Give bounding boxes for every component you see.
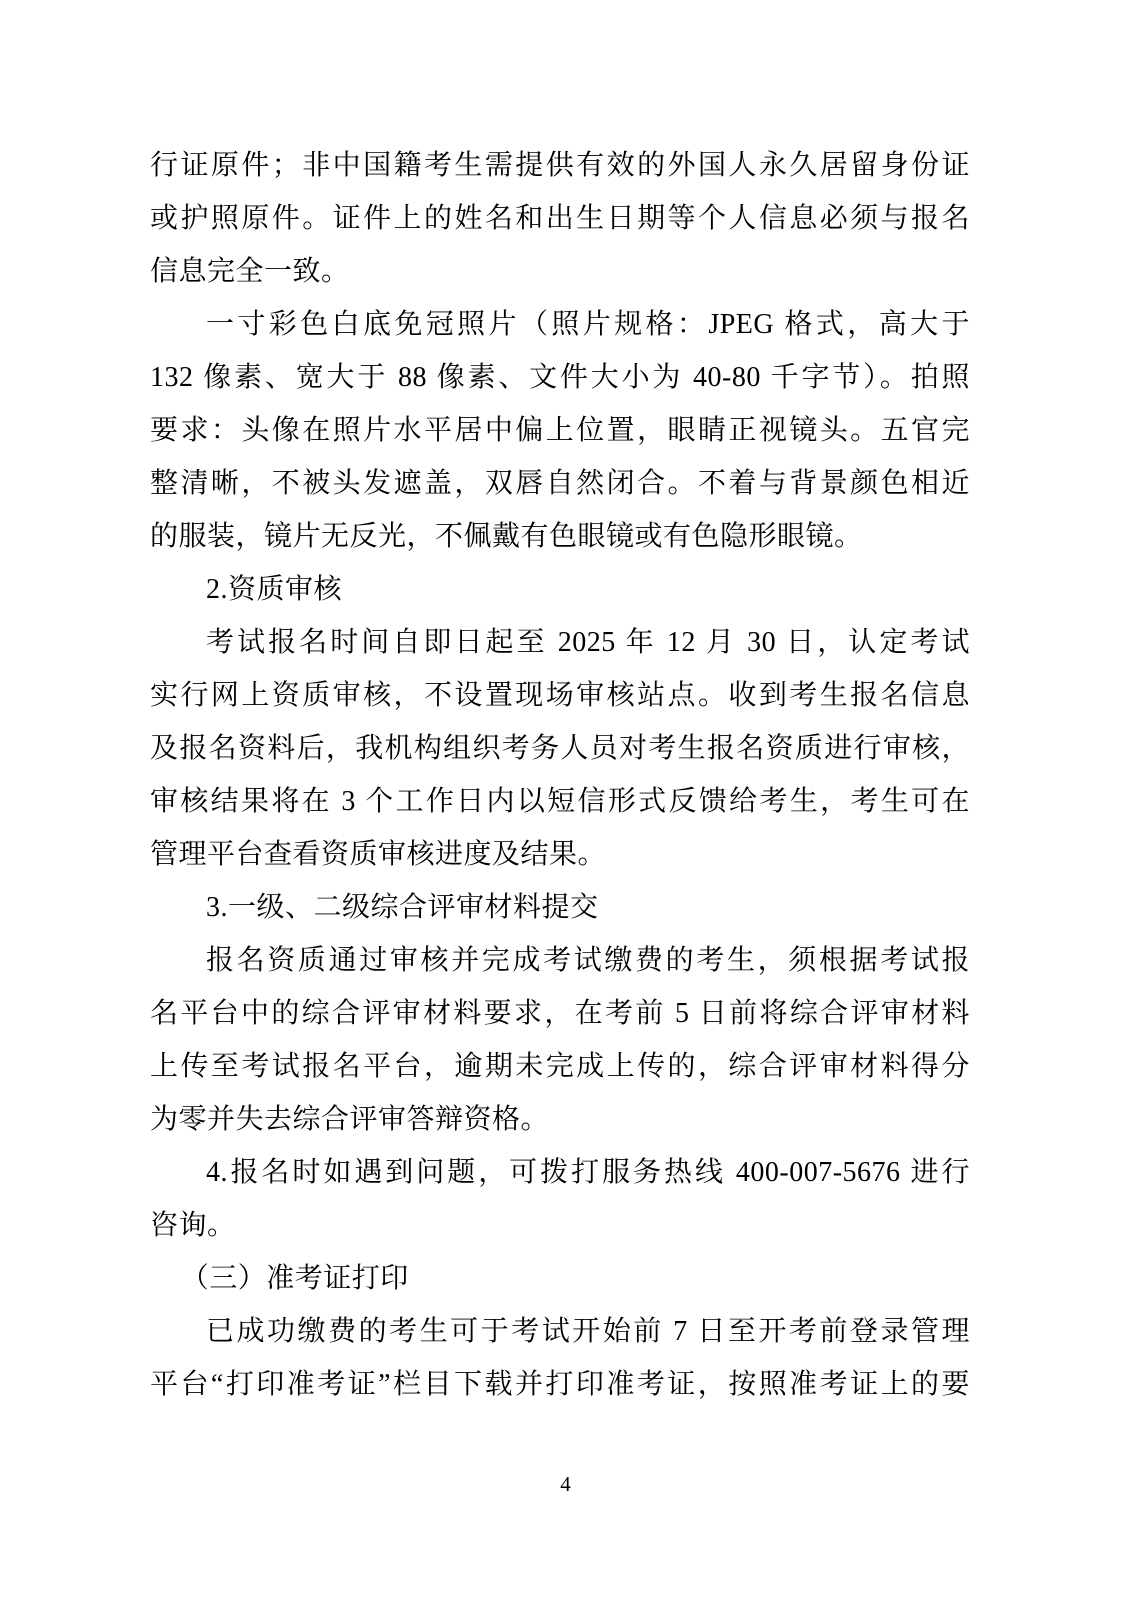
doc-line: 报名资质通过审核并完成考试缴费的考生，须根据考试报	[206, 945, 970, 976]
doc-heading-qualification-review: 2.资质审核	[206, 574, 343, 605]
doc-line: 咨询。	[150, 1210, 236, 1241]
doc-line: 平台“打印准考证”栏目下载并打印准考证，按照准考证上的要	[150, 1369, 970, 1400]
doc-line: 管理平台查看资质审核进度及结果。	[150, 839, 607, 870]
doc-line: 考试报名时间自即日起至 2025 年 12 月 30 日，认定考试	[206, 627, 970, 658]
doc-line: 已成功缴费的考生可于考试开始前 7 日至开考前登录管理	[206, 1316, 970, 1347]
doc-line: 审核结果将在 3 个工作日内以短信形式反馈给考生，考生可在	[150, 786, 970, 817]
doc-heading-material-submission: 3.一级、二级综合评审材料提交	[206, 892, 599, 923]
doc-line: 要求：头像在照片水平居中偏上位置，眼睛正视镜头。五官完	[150, 415, 970, 446]
doc-line: 一寸彩色白底免冠照片（照片规格：JPEG 格式，高大于	[206, 309, 970, 340]
doc-line: 整清晰，不被头发遮盖，双唇自然闭合。不着与背景颜色相近	[150, 468, 970, 499]
doc-heading-admission-ticket-print: （三）准考证打印	[180, 1263, 409, 1294]
doc-line: 为零并失去综合评审答辩资格。	[150, 1104, 550, 1135]
doc-line: 及报名资料后，我机构组织考务人员对考生报名资质进行审核，	[150, 733, 970, 764]
document-body	[150, 139, 970, 1411]
doc-line: 或护照原件。证件上的姓名和出生日期等个人信息必须与报名	[150, 203, 970, 234]
page-number: 4	[560, 1472, 571, 1496]
doc-line-hotline: 4.报名时如遇到问题，可拨打服务热线 400-007-5676 进行	[206, 1157, 970, 1188]
doc-line: 实行网上资质审核，不设置现场审核站点。收到考生报名信息	[150, 680, 970, 711]
doc-line: 上传至考试报名平台，逾期未完成上传的，综合评审材料得分	[150, 1051, 970, 1082]
doc-line: 信息完全一致。	[150, 256, 350, 287]
doc-line: 行证原件；非中国籍考生需提供有效的外国人永久居留身份证	[150, 150, 970, 181]
doc-line: 的服装，镜片无反光，不佩戴有色眼镜或有色隐形眼镜。	[150, 521, 863, 552]
doc-line: 名平台中的综合评审材料要求，在考前 5 日前将综合评审材料	[150, 998, 970, 1029]
doc-line: 132 像素、宽大于 88 像素、文件大小为 40-80 千字节）。拍照	[150, 362, 970, 393]
